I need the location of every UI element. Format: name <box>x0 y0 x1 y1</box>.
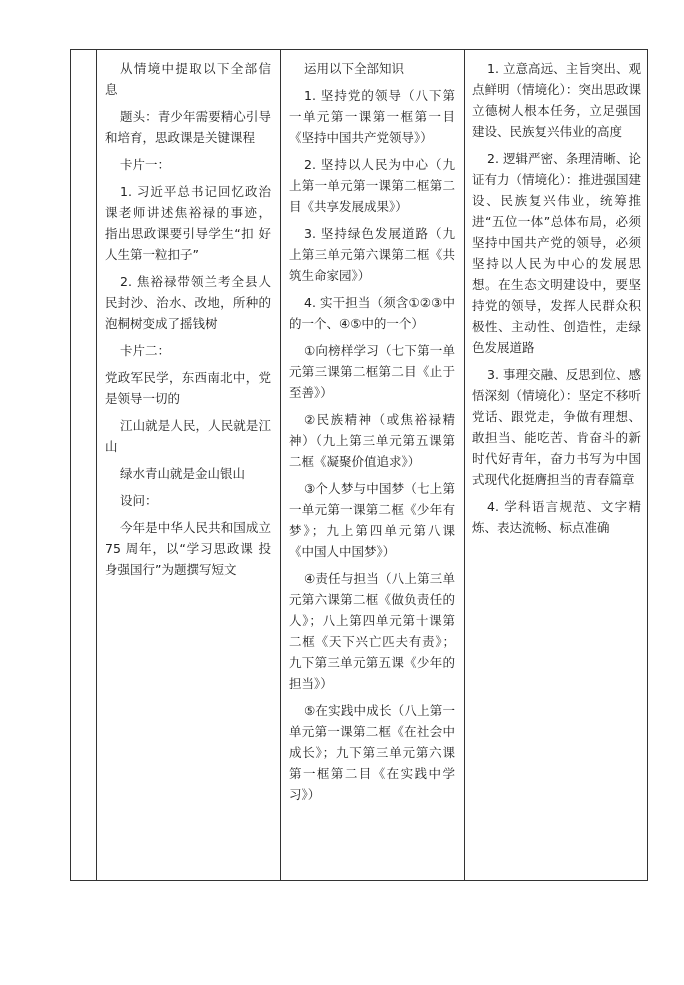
knowledge-sub-2: ②民族精神（或焦裕禄精神）（九上第三单元第五课第二框《凝聚价值追求》） <box>289 412 455 469</box>
context-instruction: 从情境中提取以下全部信 息 <box>105 61 271 97</box>
table-row <box>71 50 648 881</box>
criteria-item-1: 1. 立意高远、主旨突出、观点鲜明（情境化）：突出思政课立德树人根本任务，立足强国建设、民族复兴伟业的高度 <box>472 61 641 139</box>
blank-column <box>71 50 97 881</box>
knowledge-column <box>281 50 465 881</box>
criteria-item-4: 4. 学科语言规范、文字精炼、表达流畅、标点准确 <box>472 499 641 535</box>
card-one-item-2: 2. 焦裕禄带领兰考全县人民封沙、治水、改地，所种的泡桐树变成了摇钱树 <box>105 274 271 331</box>
question-text: 今年是中华人民共和国成立 75 周年，以“学习思政课 投身强国行”为题撰写短文 <box>105 520 271 577</box>
knowledge-instruction: 运用以下全部知识 <box>304 61 405 76</box>
card-two-item-1: 党政军民学，东西南北中，党是领导一切的 <box>105 370 271 406</box>
knowledge-sub-4: ④责任与担当（八上第三单元第六课第二框《做负责任的人》；八上第四单元第十课第二框《天下兴亡匹夫有责》；九下第三单元第五课《少年的担当》） <box>289 571 455 691</box>
knowledge-item-4: 4. 实干担当（须含①②③中的一个、④⑤中的一个） <box>289 295 455 331</box>
knowledge-item-3: 3. 坚持绿色发展道路（九上第三单元第六课第二框《共筑生命家园》） <box>289 226 455 283</box>
knowledge-item-1: 1. 坚持党的领导（八下第一单元第一课第一框第一目 《坚持中国共产党领导》） <box>289 88 455 145</box>
card-two-item-3: 绿水青山就是金山银山 <box>120 466 246 481</box>
card-one-label: 卡片一： <box>120 157 171 172</box>
context-title: 题头：青少年需要精心引导和培育，思政课是关键课程 <box>105 109 271 145</box>
card-two-label: 卡片二： <box>120 343 171 358</box>
knowledge-item-2: 2. 坚持以人民为中心（九上第一单元第一课第二框第二目《共享发展成果》） <box>289 157 455 214</box>
criteria-item-3: 3. 事理交融、反思到位、感悟深刻（情境化）：坚定不移听党话、跟党走，争做有理想、敢担当、能吃苦、肯奋斗的新时代好青年，奋力书写为中国式现代化挺膺担当的青春篇章 <box>472 367 641 487</box>
question-label: 设问： <box>120 493 158 508</box>
knowledge-sub-1: ①向榜样学习（七下第一单元第三课第二框第二目《止于至善》） <box>289 343 455 400</box>
card-one-item-1: 1. 习近平总书记回忆政治 课老师讲述焦裕禄的事迹， 指出思政课要引导学生“扣 好人生第一粒扣子” <box>105 184 271 262</box>
card-two-item-2: 江山就是人民，人民就是江山 <box>105 418 271 454</box>
criteria-column <box>465 50 648 881</box>
knowledge-sub-5: ⑤在实践中成长（八上第一单元第一课第二框《在社会中成长》；九下第三单元第六课第一框第二目《在实践中学习》） <box>289 703 455 802</box>
scoring-table <box>70 49 648 881</box>
knowledge-sub-3: ③个人梦与中国梦（七上第一单元第一课第二框《少年有梦》；九上第四单元第八课《中国人中国梦》） <box>289 481 455 559</box>
context-column <box>97 50 281 881</box>
criteria-item-2: 2. 逻辑严密、条理清晰、论证有力（情境化）：推进强国建设、民族复兴伟业，统筹推进“五位一体”总体布局，必须坚持中国共产党的领导，必须坚持以人民为中心的发展思想。在生态文明建设中，要坚持党的领导，发挥人民群众积极性、主动性、创造性，走绿色发展道路 <box>472 151 641 355</box>
